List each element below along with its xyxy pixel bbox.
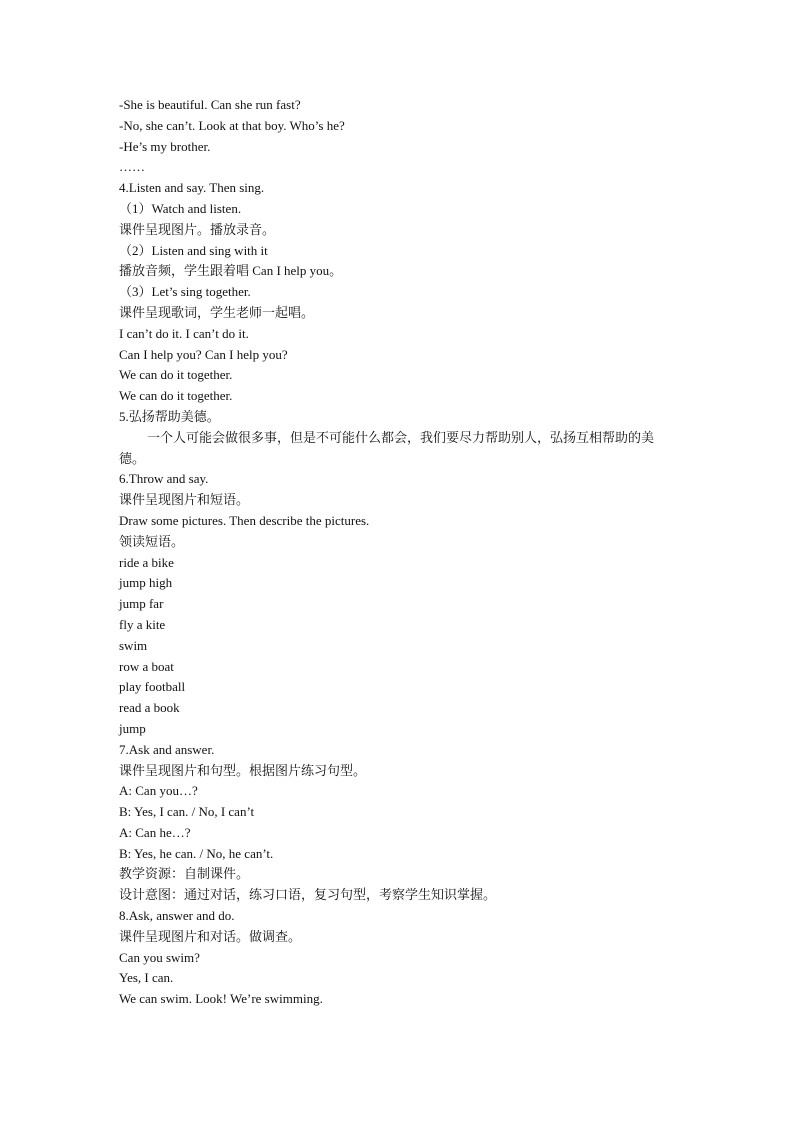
dialogue-line: B: Yes, he can. / No, he can’t.: [119, 845, 274, 861]
dialogue-line: -No, she can’t. Look at that boy. Who’s he?: [119, 117, 345, 133]
phrase-item: jump: [119, 720, 146, 736]
dialogue-line: -She is beautiful. Can she run fast?: [119, 97, 301, 112]
phrase-item: jump far: [119, 596, 164, 612]
text-line: 设计意图：通过对话，练习口语，复习句型，考察学生知识掌握。: [119, 887, 497, 903]
phrase-item: jump high: [119, 575, 173, 591]
dialogue-line: A: Can you…?: [119, 783, 198, 799]
lyric-line: We can do it together.: [119, 367, 233, 383]
text-line: 课件呈现歌词，学生老师一起唱。: [119, 304, 315, 320]
section-heading-5: 5.弘扬帮助美德。: [119, 408, 220, 424]
dialogue-line: -He’s my brother.: [119, 138, 211, 154]
dialogue-line: Can you swim?: [119, 949, 200, 965]
phrase-item: fly a kite: [119, 616, 166, 632]
paragraph: 一个人可能会做很多事，但是不可能什么都会，我们要尽力帮助别人，弘扬互相帮助的美德。: [119, 429, 655, 466]
dialogue-line: We can swim. Look! We’re swimming.: [119, 991, 323, 1007]
text-line: 课件呈现图片和对话。做调查。: [119, 928, 302, 944]
phrase-item: swim: [119, 637, 148, 653]
phrase-item: row a boat: [119, 658, 174, 674]
ellipsis: ……: [119, 159, 145, 175]
text-line: 教学资源：自制课件。: [119, 866, 250, 882]
section-heading-7: 7.Ask and answer.: [119, 741, 215, 757]
document-body: [119, 95, 679, 1010]
text-line: 课件呈现图片。播放录音。: [119, 221, 276, 237]
text-line: 播放音频，学生跟着唱 Can I help you。: [119, 263, 343, 279]
section-heading-6: 6.Throw and say.: [119, 471, 209, 487]
lyric-line: I can’t do it. I can’t do it.: [119, 325, 249, 341]
text-line: 领读短语。: [119, 533, 185, 549]
phrase-item: read a book: [119, 700, 180, 716]
text-line: 课件呈现图片和短语。: [119, 492, 250, 508]
step-line: （3）Let’s sing together.: [119, 284, 251, 300]
dialogue-line: Yes, I can.: [119, 970, 174, 986]
phrase-item: ride a bike: [119, 554, 174, 570]
dialogue-line: B: Yes, I can. / No, I can’t: [119, 804, 255, 820]
lyric-line: We can do it together.: [119, 388, 233, 404]
step-line: （2）Listen and sing with it: [119, 242, 268, 258]
text-line: Draw some pictures. Then describe the pictures.: [119, 512, 370, 528]
dialogue-line: A: Can he…?: [119, 824, 191, 840]
phrase-item: play football: [119, 679, 186, 695]
section-heading-4: 4.Listen and say. Then sing.: [119, 180, 265, 196]
lyric-line: Can I help you? Can I help you?: [119, 346, 288, 362]
section-heading-8: 8.Ask, answer and do.: [119, 908, 235, 924]
step-line: （1）Watch and listen.: [119, 200, 242, 216]
text-line: 课件呈现图片和句型。根据图片练习句型。: [119, 762, 367, 778]
